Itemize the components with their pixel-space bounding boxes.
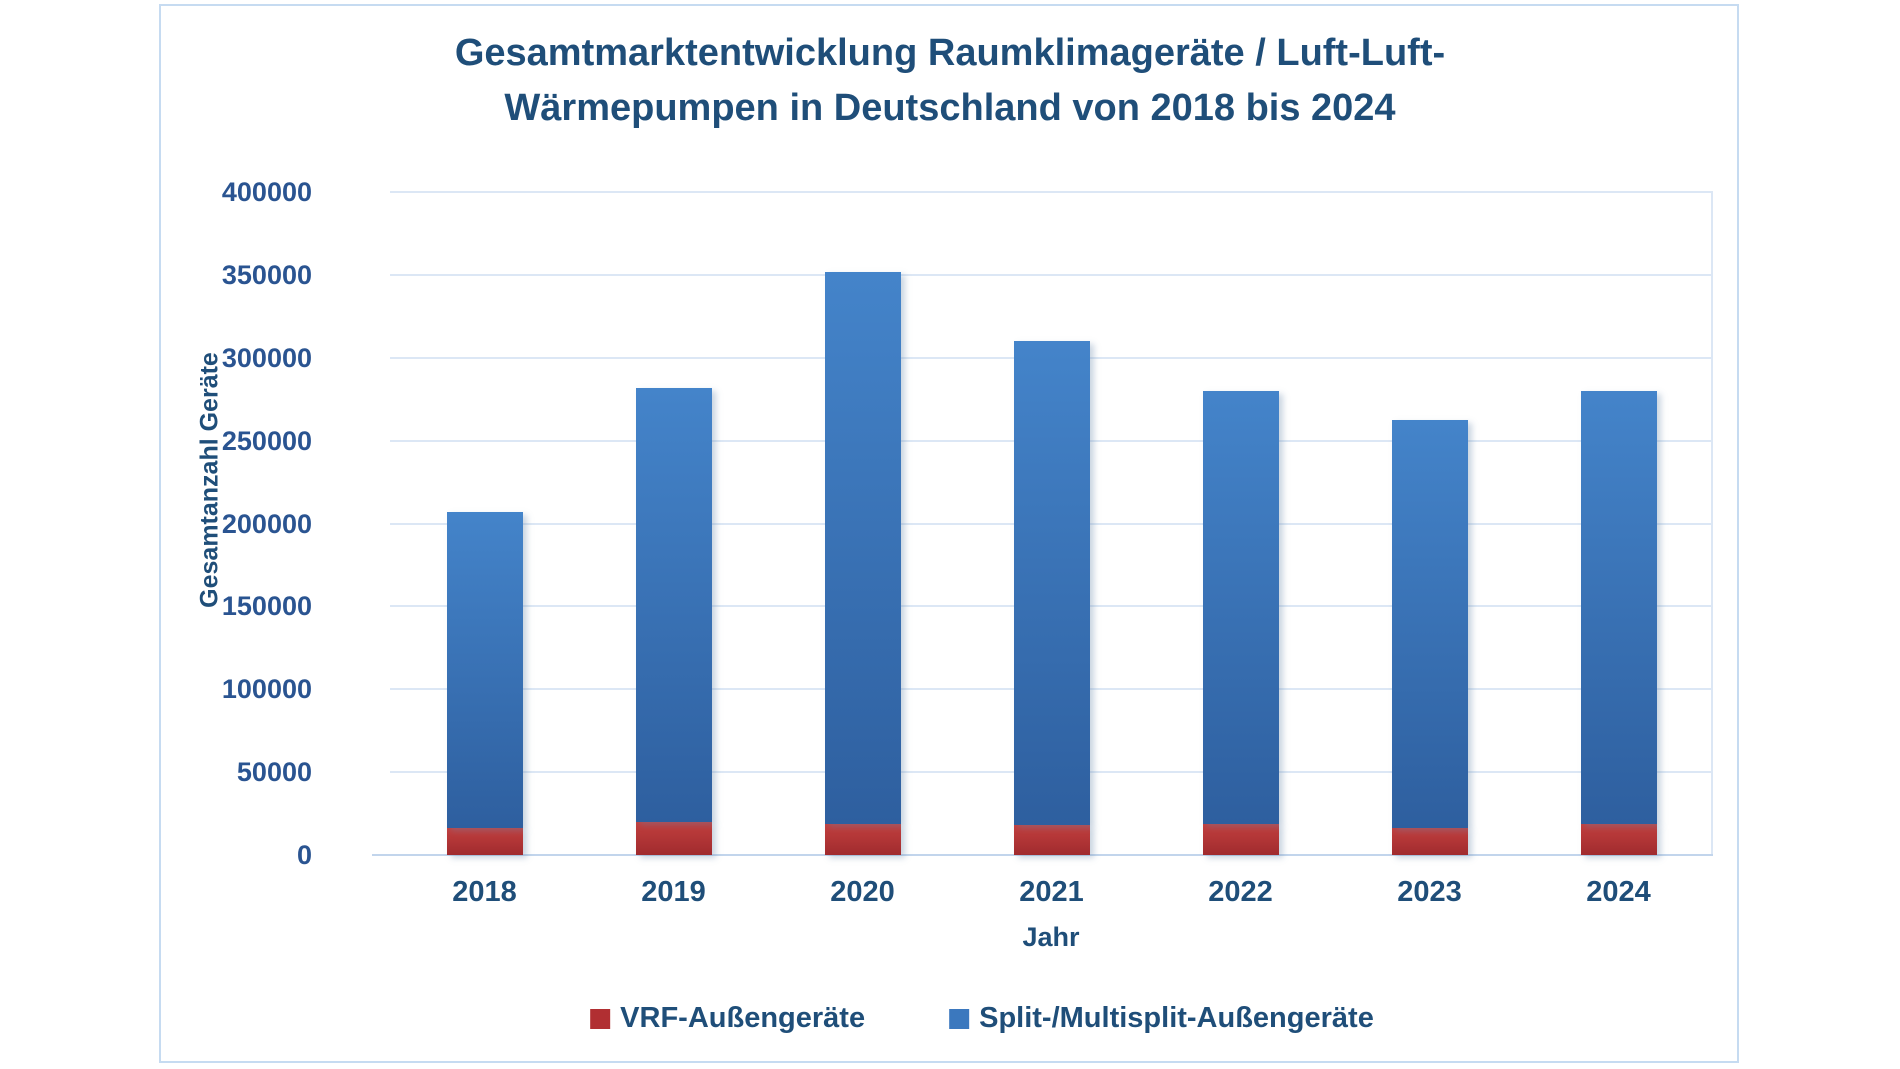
- bar-segment-split-2019: [636, 388, 712, 821]
- x-tick-label-2019: 2019: [641, 876, 706, 908]
- legend-swatch-split: [949, 1009, 969, 1029]
- bar-2019: [636, 192, 712, 855]
- bar-segment-split-2018: [447, 512, 523, 829]
- bar-segment-vrf-2021: [1014, 825, 1090, 855]
- bar-segment-split-2023: [1392, 420, 1468, 829]
- y-tick-label: 400000: [221, 177, 312, 207]
- bar-segment-vrf-2023: [1392, 828, 1468, 855]
- y-tick-label: 50000: [236, 757, 312, 788]
- bar-2024: [1581, 192, 1657, 855]
- legend-label-split: Split-/Multisplit-Außengeräte: [979, 1002, 1374, 1034]
- legend-swatch-vrf: [590, 1009, 610, 1029]
- bar-segment-vrf-2024: [1581, 824, 1657, 855]
- legend-item-split: [949, 1002, 1374, 1035]
- x-tick-label-2022: 2022: [1208, 876, 1273, 908]
- bar-2022: [1203, 192, 1279, 855]
- legend-item-vrf: [590, 1002, 865, 1035]
- y-tick-label: 100000: [221, 674, 312, 705]
- bar-2023: [1392, 192, 1468, 855]
- y-tick-label: 350000: [221, 259, 312, 290]
- x-tick-label-2018: 2018: [452, 876, 517, 908]
- y-tick-label: 200000: [221, 508, 312, 539]
- y-axis-title: Gesamtanzahl Geräte: [195, 352, 224, 608]
- y-tick-label: 150000: [221, 591, 312, 622]
- y-tick-label: 300000: [221, 342, 312, 373]
- chart-title-line2: Wärmepumpen in Deutschland von 2018 bis 2024: [504, 87, 1396, 130]
- bar-segment-split-2021: [1014, 341, 1090, 825]
- chart-title: [0, 26, 1900, 136]
- bar-segment-vrf-2020: [825, 824, 901, 855]
- bar-2021: [1014, 192, 1090, 855]
- plot-area: [390, 192, 1713, 855]
- y-tick-label: 250000: [221, 425, 312, 456]
- bar-2018: [447, 192, 523, 855]
- x-tick-label-2024: 2024: [1586, 876, 1651, 908]
- x-tick-label-2020: 2020: [830, 876, 895, 908]
- bar-segment-split-2022: [1203, 391, 1279, 824]
- bar-segment-vrf-2022: [1203, 824, 1279, 855]
- bar-segment-vrf-2019: [636, 822, 712, 855]
- bar-segment-vrf-2018: [447, 828, 523, 855]
- y-tick-label: 0: [296, 840, 312, 870]
- x-axis-title: Jahr: [1022, 922, 1080, 952]
- legend: [590, 1002, 1374, 1035]
- legend-label-vrf: VRF-Außengeräte: [620, 1002, 866, 1034]
- bar-segment-split-2024: [1581, 391, 1657, 824]
- bar-2020: [825, 192, 901, 855]
- x-tick-label-2021: 2021: [1019, 876, 1084, 908]
- x-tick-label-2023: 2023: [1397, 876, 1462, 908]
- bar-segment-split-2020: [825, 272, 901, 824]
- chart-title-line1: Gesamtmarktentwicklung Raumklimageräte / Luft-Luft-: [454, 32, 1446, 74]
